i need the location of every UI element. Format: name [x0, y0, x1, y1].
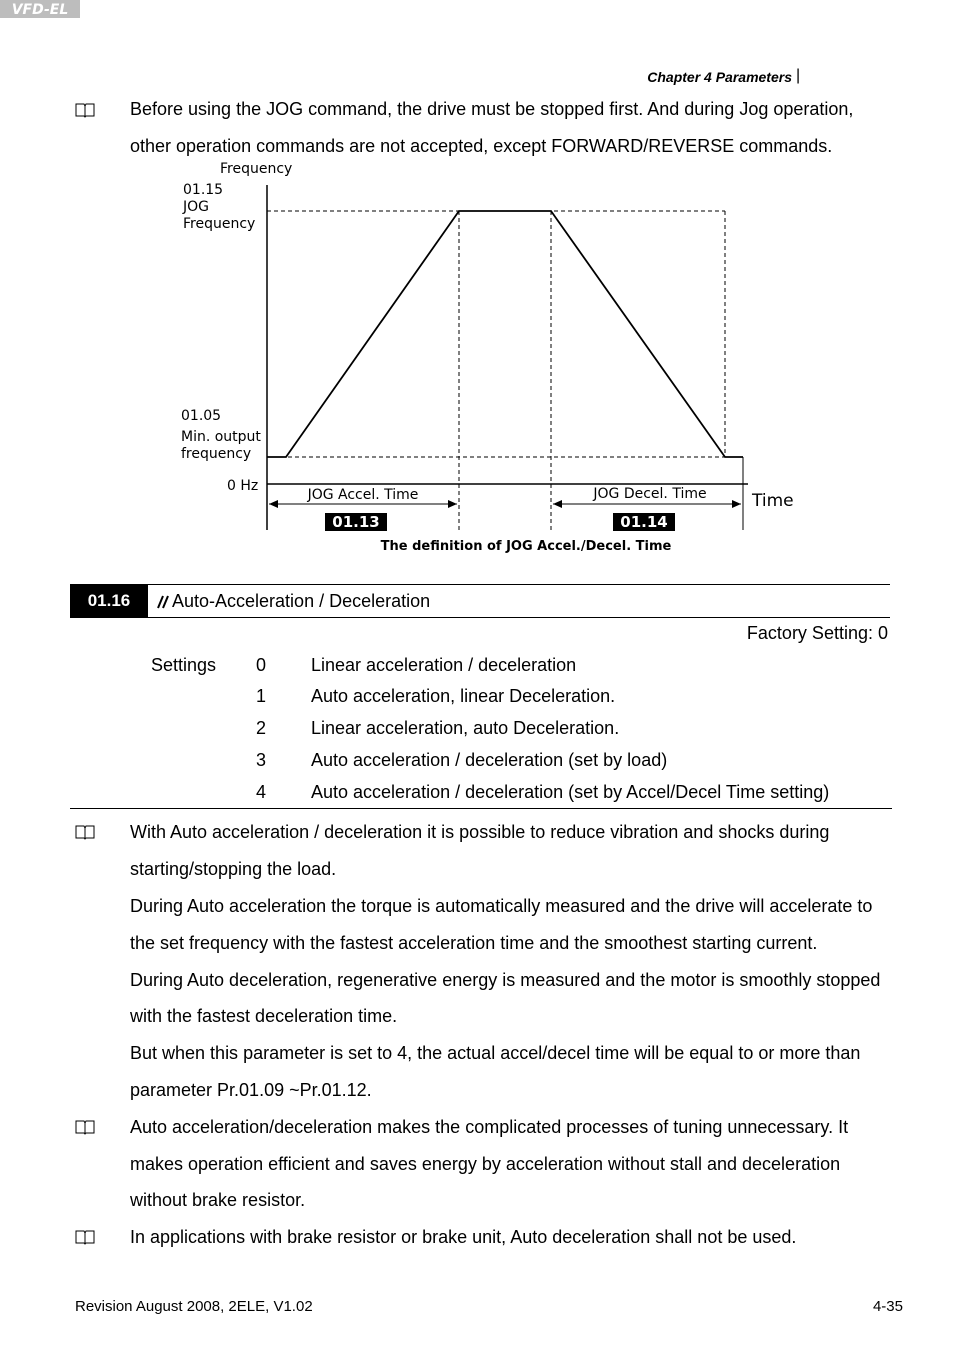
- setting-value: 3: [256, 750, 267, 770]
- setting-description: Auto acceleration / deceleration (set by Accel/Decel Time setting): [311, 782, 830, 802]
- accel-time-label: JOG Accel. Time: [307, 487, 419, 503]
- parameter-title: Auto-Acceleration / Deceleration: [172, 591, 431, 611]
- parameter-header: [70, 584, 890, 618]
- decel-time-label: JOG Decel. Time: [593, 486, 707, 502]
- setting-value: 2: [256, 718, 267, 738]
- note-book-icon: [75, 102, 95, 118]
- settings-label: Settings: [151, 655, 217, 675]
- x-axis-title: Time: [752, 491, 794, 511]
- note-book-icon: [75, 1229, 95, 1245]
- footer-revision: Revision August 2008, 2ELE, V1.02: [75, 1298, 313, 1315]
- parameter-code: 01.16: [70, 585, 148, 617]
- intro-line-2: other operation commands are not accepted, except FORWARD/REVERSE commands.: [130, 136, 833, 156]
- note-1-line: with the fastest deceleration time.: [130, 1006, 398, 1026]
- note-2-line: makes operation efficient and saves energy by acceleration without stall and deceleration: [130, 1154, 841, 1174]
- setting-value: 4: [256, 782, 267, 802]
- jog-frequency-profile: [267, 211, 743, 457]
- jog-freq-label: JOG: [183, 199, 209, 215]
- factory-setting: Factory Setting: 0: [746, 623, 888, 643]
- note-2-line: Auto acceleration/deceleration makes the complicated processes of tuning unnecessary. It: [130, 1117, 849, 1137]
- zero-hz-label: 0 Hz: [227, 478, 259, 494]
- accel-param-code: 01.13: [332, 513, 380, 531]
- y-axis-title: Frequency: [220, 161, 293, 177]
- note-1-line: During Auto acceleration the torque is automatically measured and the drive will accelerate to: [130, 896, 873, 916]
- setting-value: 0: [256, 655, 267, 675]
- header-separator: |: [796, 67, 801, 84]
- section-divider: [70, 808, 892, 809]
- footer-page-number: 4-35: [872, 1298, 903, 1315]
- note-2-line: without brake resistor.: [130, 1190, 306, 1210]
- jog-timing-diagram: [170, 155, 810, 565]
- note-1-line: With Auto acceleration / deceleration it is possible to reduce vibration and shocks during: [130, 822, 830, 842]
- note-1-line: starting/stopping the load.: [130, 859, 337, 879]
- vfd-el-logo: [0, 0, 80, 18]
- chapter-title: Chapter 4 Parameters: [647, 69, 792, 85]
- note-3-line: In applications with brake resistor or brake unit, Auto deceleration shall not be used.: [130, 1227, 797, 1247]
- setting-description: Linear acceleration / deceleration: [311, 655, 577, 675]
- note-1-line: But when this parameter is set to 4, the actual accel/decel time will be equal to or more than: [130, 1043, 861, 1063]
- setting-description: Auto acceleration / deceleration (set by load): [311, 750, 668, 770]
- note-1-line: During Auto deceleration, regenerative energy is measured and the motor is smoothly stopped: [130, 970, 881, 990]
- setting-description: Auto acceleration, linear Deceleration.: [311, 686, 616, 706]
- setting-description: Linear acceleration, auto Deceleration.: [311, 718, 620, 738]
- min-freq-label-2: frequency: [181, 446, 252, 462]
- note-book-icon: [75, 1119, 95, 1135]
- settable-during-operation-icon: [156, 592, 170, 610]
- note-1-line: parameter Pr.01.09 ~Pr.01.12.: [130, 1080, 372, 1100]
- intro-line-1: Before using the JOG command, the drive must be stopped first. And during Jog operation,: [130, 99, 854, 119]
- jog-freq-label-2: Frequency: [183, 216, 256, 232]
- jog-freq-param: 01.15: [183, 182, 224, 198]
- min-freq-label: Min. output: [181, 429, 261, 445]
- diagram-caption: The definition of JOG Accel./Decel. Time: [380, 539, 672, 554]
- note-book-icon: [75, 824, 95, 840]
- note-1-line: the set frequency with the fastest acceleration time and the smoothest starting current.: [130, 933, 818, 953]
- logo-text: VFD-EL: [11, 2, 69, 18]
- setting-value: 1: [256, 686, 267, 706]
- min-freq-param: 01.05: [181, 408, 222, 424]
- decel-param-code: 01.14: [620, 513, 668, 531]
